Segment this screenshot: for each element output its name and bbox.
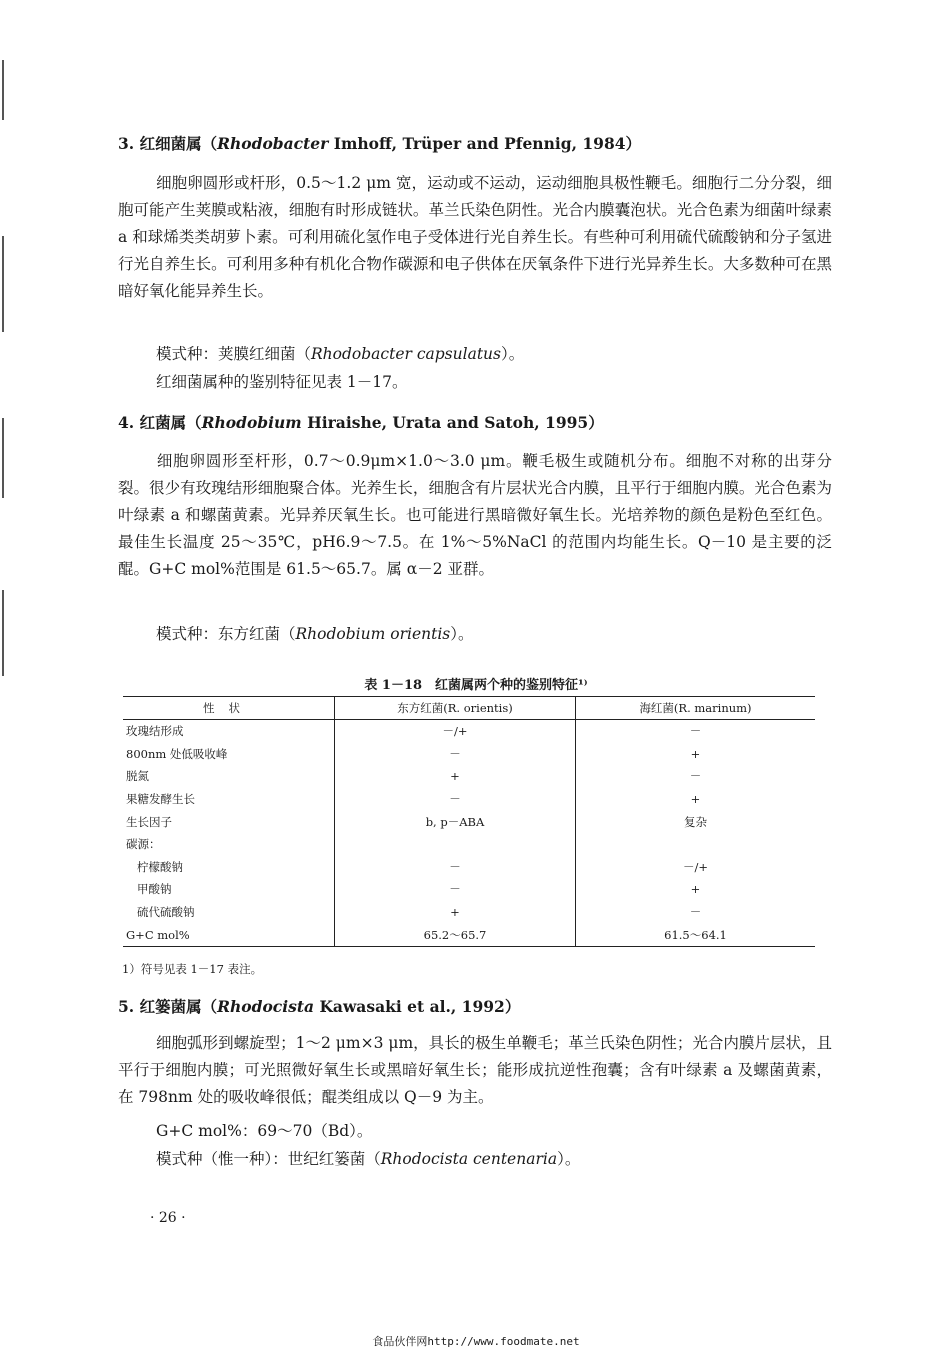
trait-cell: 生长因子 [123,810,335,833]
r-marinum-cell: － [689,905,702,920]
r-marinum-cell: + [690,746,701,761]
table-row [123,878,815,901]
r-orientis-cell: － [335,878,576,901]
page-number: · 26 · [150,1210,186,1226]
section-4-type-species: 模式种：东方红菌（Rhodobium orientis）。 [156,625,474,643]
header-r-orientis: 东方红菌(R. orientis) [335,697,576,720]
trait-cell: 800nm 处低吸收峰 [123,743,335,766]
r-marinum-cell: － [689,724,702,739]
table-footnote: 1）符号见表 1－17 表注。 [122,962,263,976]
trait-cell: 柠檬酸钠 [123,856,335,879]
section-4-heading: 4. 红菌属（Rhodobium Hiraishe, Urata and Satoh, 1995） [118,413,604,432]
table-row [123,788,815,811]
header-r-marinum: 海红菌(R. marinum) [576,697,816,720]
trait-cell: G+C mol% [123,923,335,946]
trait-cell: 果糖发酵生长 [123,788,335,811]
r-marinum-cell: － [689,769,702,784]
trait-table [123,696,815,947]
r-marinum-cell: 复杂 [684,814,707,829]
scan-edge-mark [2,236,4,332]
r-marinum-cell: + [690,792,701,807]
r-orientis-cell: 65.2～65.7 [335,923,576,946]
table-row [123,833,815,856]
table-row [123,743,815,766]
trait-cell: 脱氮 [123,765,335,788]
footer-watermark: 食品伙伴网http://www.foodmate.net [372,1335,580,1348]
scan-edge-mark [2,60,4,120]
scan-edge-mark [2,590,4,676]
header-trait: 性状 [123,697,335,720]
table-row [123,901,815,924]
section-3-description: 细胞卵圆形或杆形，0.5～1.2 μm 宽，运动或不运动，运动细胞具极性鞭毛。细胞行二分分裂，细胞可能产生荚膜或粘液，细胞有时形成链状。革兰氏染色阴性。光合内膜囊泡状。光合色素为细菌叶绿素 a 和球烯类类胡萝卜素。可利用硫化氢作电子受体进行光自养生长。有些种可利用硫代硫酸钠和分子氢进行光自养生长。可利用多种有机化合物作碳源和电子供体在厌氧条件下进行光异养生长。大多数种可在黑暗好氧化能异养生长。 [118,174,832,300]
section-3-table-ref: 红细菌属种的鉴别特征见表 1－17。 [156,373,408,391]
section-3-type-species: 模式种：荚膜红细菌（Rhodobacter capsulatus）。 [156,345,525,363]
trait-cell: 甲酸钠 [123,878,335,901]
scan-edge-mark [2,418,4,498]
section-4-description: 细胞卵圆形至杆形，0.7～0.9μm×1.0～3.0 μm。鞭毛极生或随机分布。细胞不对称的出芽分裂。很少有玫瑰结形细胞聚合体。光养生长，细胞含有片层状光合内膜，且平行于细胞内膜。光合色素为叶绿素 a 和螺菌黄素。光异养厌氧生长。也可能进行黑暗微好氧生长。光培养物的颜色是粉色至红色。最佳生长温度 25～35℃，pH6.9～7.5。在 1%～5%NaCl 的范围内均能生长。Q－10 是主要的泛醌。G+C mol%范围是 61.5～65.7。属 α－2 亚群。 [118,452,832,578]
section-5-heading: 5. 红篓菌属（Rhodocista Kawasaki et al., 1992） [118,997,521,1016]
table-row [123,923,815,946]
r-marinum-cell [576,833,816,856]
table-caption: 表 1－18 红菌属两个种的鉴别特征¹⁾ [364,678,588,693]
trait-cell: 玫瑰结形成 [123,720,335,743]
trait-cell: 碳源： [123,833,335,856]
section-5-type-species: 模式种（惟一种）：世纪红篓菌（Rhodocista centenaria）。 [156,1150,581,1168]
section-3-heading: 3. 红细菌属（Rhodobacter Imhoff, Trüper and Pfennig, 1984） [118,134,642,153]
section-5-description: 细胞弧形到螺旋型；1～2 μm×3 μm，具长的极生单鞭毛；革兰氏染色阴性；光合内膜片层状，且平行于细胞内膜；可光照微好氧生长或黑暗好氧生长；能形成抗逆性孢囊；含有叶绿素 a 及螺菌黄素，在 798nm 处的吸收峰很低；醌类组成以 Q－9 为主。 [118,1034,832,1106]
r-orientis-cell: + [335,765,576,788]
section-5-gc-content: G+C mol%：69～70（Bd）。 [156,1122,373,1140]
r-orientis-cell: + [335,901,576,924]
table-row [123,810,815,833]
r-marinum-cell: －/+ [682,859,708,874]
table-header-row [123,697,815,720]
table-row [123,856,815,879]
r-orientis-cell: － [335,743,576,766]
r-orientis-cell: － [335,856,576,879]
r-orientis-cell [335,833,576,856]
r-marinum-cell: 61.5～64.1 [576,923,816,946]
table-row [123,720,815,743]
r-orientis-cell: b, p－ABA [335,810,576,833]
r-orientis-cell: －/+ [335,720,576,743]
table-row [123,765,815,788]
trait-cell: 硫代硫酸钠 [123,901,335,924]
r-marinum-cell: + [690,882,701,897]
r-orientis-cell: － [335,788,576,811]
